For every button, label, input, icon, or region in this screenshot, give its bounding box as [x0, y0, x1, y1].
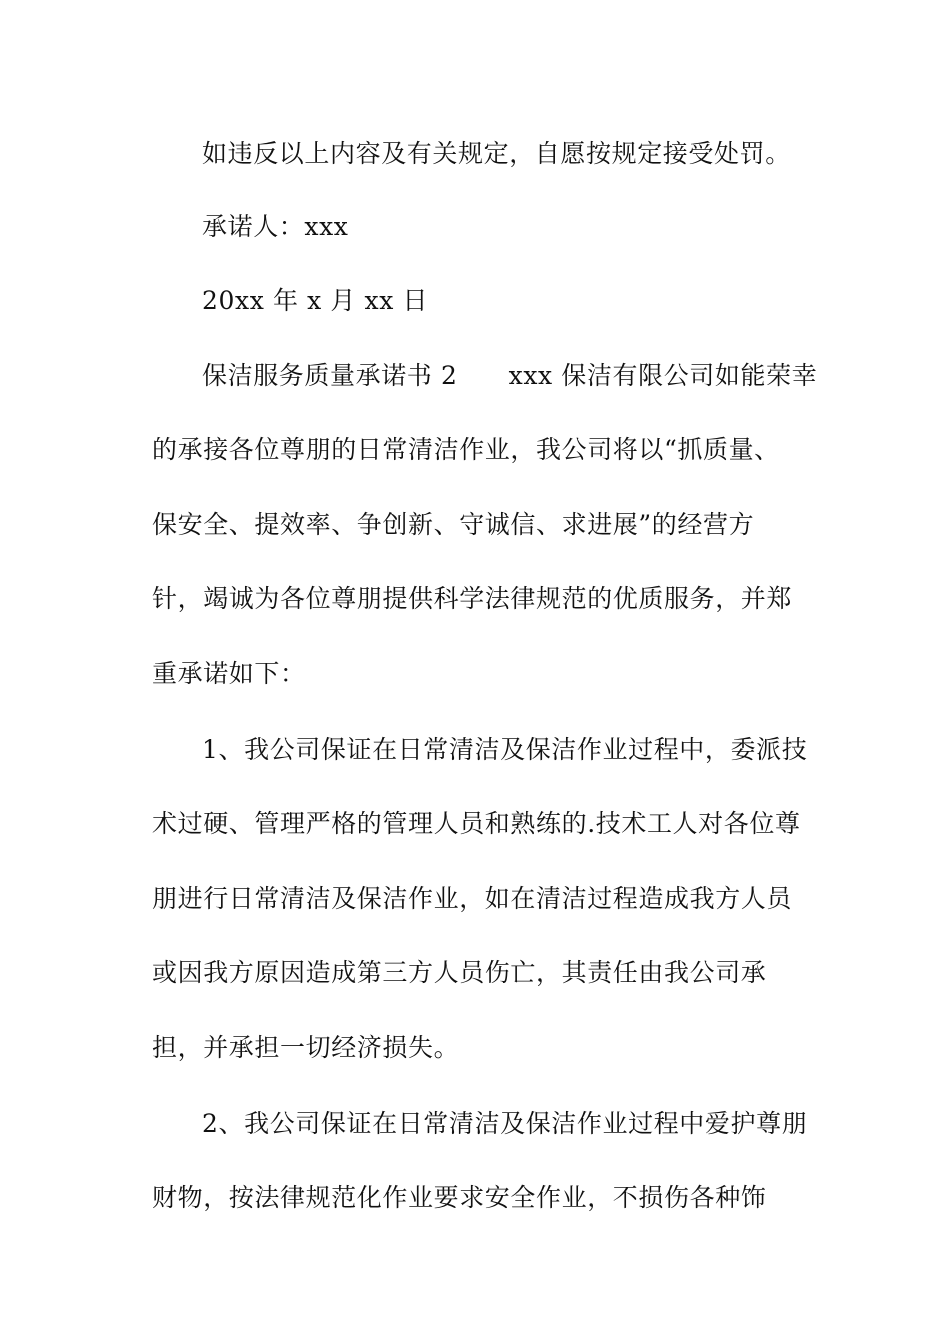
body-text-line: 保安全、提效率、争创新、守诚信、求进展”的经营方	[152, 510, 755, 539]
body-text-line: 朋进行日常清洁及保洁作业，如在清洁过程造成我方人员	[152, 884, 793, 913]
violation-clause-line: 如违反以上内容及有关规定，自愿按规定接受处罚。	[202, 139, 791, 168]
body-text-line: 术过硬、管理严格的管理人员和熟练的.技术工人对各位尊	[152, 809, 801, 838]
item-1-line: 1、我公司保证在日常清洁及保洁作业过程中，委派技	[202, 735, 808, 764]
item-2-line: 2、我公司保证在日常清洁及保洁作业过程中爱护尊朋	[202, 1109, 808, 1138]
section-heading-line: 保洁服务质量承诺书 2 xxx 保洁有限公司如能荣幸	[202, 361, 818, 390]
promisor-line: 承诺人：xxx	[202, 212, 349, 241]
body-text-line: 或因我方原因造成第三方人员伤亡，其责任由我公司承	[152, 958, 767, 987]
body-text-line: 担，并承担一切经济损失。	[152, 1033, 460, 1062]
body-text-line: 重承诺如下：	[152, 659, 306, 688]
body-text-line: 针，竭诚为各位尊朋提供科学法律规范的优质服务，并郑	[152, 584, 793, 613]
body-text-line: 财物，按法律规范化作业要求安全作业，不损伤各种饰	[152, 1183, 767, 1212]
date-line: 20xx 年 x 月 xx 日	[202, 286, 429, 315]
body-text-line: 的承接各位尊朋的日常清洁作业，我公司将以“抓质量、	[152, 435, 780, 464]
